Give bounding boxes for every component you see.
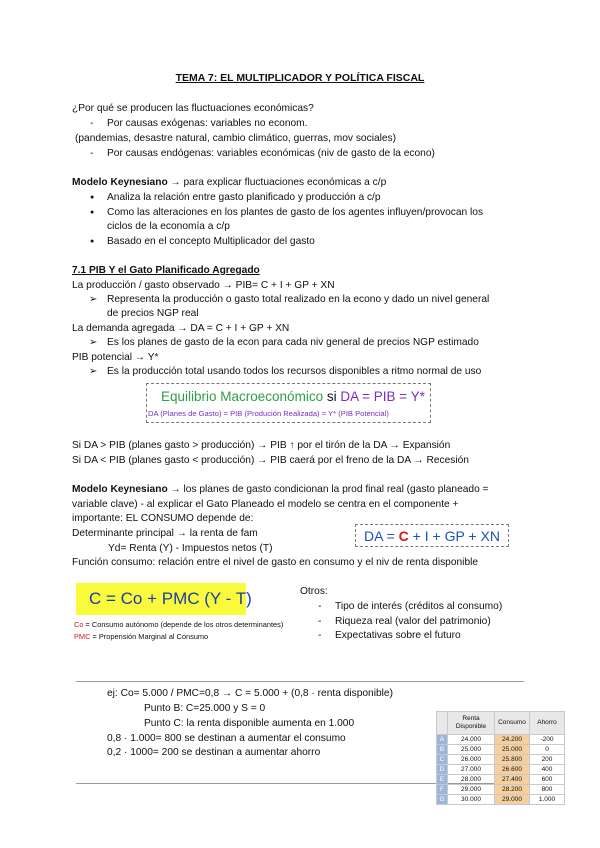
cell-consumo: 28.200	[495, 785, 530, 795]
cell-consumo: 26.600	[495, 765, 530, 775]
list-item-continuation: ciclos de la economía a c/p	[107, 221, 230, 232]
list-item: - Tipo de interés (créditos al consumo)	[335, 601, 502, 613]
list-item: - Riqueza real (valor del patrimonio)	[335, 616, 491, 628]
column-header: Consumo	[495, 712, 530, 735]
table-row	[437, 795, 565, 805]
keynes-heading-bold: Modelo Keynesiano	[72, 177, 168, 188]
pmc-note	[74, 632, 208, 641]
equilibrium-formula	[161, 389, 425, 405]
pib-explanation-cont: de precios NGP real	[107, 308, 199, 319]
cell-consumo: 27.400	[495, 775, 530, 785]
keynes-heading-rest: → para explicar fluctuaciones económicas a c/p	[167, 177, 387, 188]
cell-renta: 26.000	[448, 755, 495, 765]
cell-ahorro: 200	[530, 755, 565, 765]
disposable-income: Yd= Renta (Y) - Impuestos netos (T)	[108, 543, 273, 554]
consumption-table	[436, 711, 565, 805]
table-row	[437, 735, 565, 745]
list-item: ● Analiza la relación entre gasto planificado y producción a c/p	[107, 192, 381, 204]
cell-renta: 29.000	[448, 785, 495, 795]
keynes2-heading: Modelo Keynesiano	[72, 484, 168, 495]
table-row	[437, 765, 565, 775]
cell-renta: 27.000	[448, 765, 495, 775]
equilibrium-si: si	[323, 389, 341, 404]
co-note	[74, 620, 283, 629]
keynes2-text: → los planes de gasto condicionan la prod final real (gasto planeado =	[167, 484, 489, 495]
table-corner	[437, 712, 448, 735]
column-header: Ahorro	[530, 712, 565, 735]
pib-explanation: ➢ Representa la producción o gasto total realizado en la econo y dado un nivel general	[107, 294, 489, 306]
example-consumption: 0,8 · 1.000= 800 se destinan a aumentar el consumo	[107, 733, 346, 744]
pib-line: La producción / gasto observado → PIB= C + I + GP + XN	[72, 280, 335, 291]
table-row	[437, 755, 565, 765]
keynes2-line4: Determinante principal → la renta de fam	[72, 528, 258, 539]
equilibrium-equation: DA = PIB = Y*	[340, 389, 425, 404]
potential-line: PIB potencial → Y*	[72, 352, 159, 363]
da-formula-da: DA =	[364, 528, 399, 544]
list-item: ● Basado en el concepto Multiplicador del gasto	[107, 236, 315, 248]
cell-consumo: 24.200	[495, 735, 530, 745]
page-title: TEMA 7: EL MULTIPLICADOR Y POLÍTICA FISCAL	[175, 72, 425, 84]
co-note-text: = Consumo autónomo (depende de los otros determinantes)	[83, 620, 284, 629]
exogenous-causes: - Por causas exógenas: variables no econom.	[107, 118, 307, 130]
equilibrium-caption: DA (Planes de Gasto) = PIB (Produción Realizada) = Y* (PIB Potencial)	[148, 409, 389, 418]
consumption-formula-highlight	[76, 583, 252, 615]
example-point-c: Punto C: la renta disponible aumenta en 1.000	[144, 718, 355, 729]
cell-consumo: 25.000	[495, 745, 530, 755]
da-formula	[364, 528, 500, 544]
row-label: E	[437, 775, 448, 785]
cell-ahorro: -200	[530, 735, 565, 745]
exogenous-examples: (pandemias, desastre natural, cambio climático, guerras, mov sociales)	[75, 133, 397, 144]
cell-ahorro: 1.000	[530, 795, 565, 805]
equilibrium-label: Equilibrio Macroeconómico	[161, 389, 324, 404]
equilibrium-box	[146, 383, 431, 423]
table-header-row	[437, 712, 565, 735]
pmc-note-key: PMC	[74, 632, 91, 641]
cell-renta: 30.000	[448, 795, 495, 805]
co-note-key: Co	[74, 620, 84, 629]
question: ¿Por qué se producen las fluctuaciones económicas?	[72, 103, 314, 114]
table-row	[437, 745, 565, 755]
endogenous-causes: - Por causas endógenas: variables económicas (niv de gasto de la econo)	[107, 148, 435, 160]
cell-ahorro: 600	[530, 775, 565, 785]
row-label: C	[437, 755, 448, 765]
divider	[76, 681, 524, 682]
list-item: - Expectativas sobre el futuro	[335, 630, 461, 642]
keynes-heading	[72, 177, 386, 189]
row-label: A	[437, 735, 448, 745]
cell-renta: 28.000	[448, 775, 495, 785]
cell-ahorro: 400	[530, 765, 565, 775]
keynes2-line3: importante: EL CONSUMO depende de:	[72, 513, 254, 524]
column-header: Renta Disponible	[448, 712, 495, 735]
table-row	[437, 785, 565, 795]
da-line: La demanda agregada → DA = C + I + GP + XN	[72, 323, 290, 334]
potential-explanation: ➢ Es la producción total usando todos los recursos disponibles a ritmo normal de uso	[107, 366, 481, 378]
cell-consumo: 29.000	[495, 795, 530, 805]
da-explanation: ➢ Es los planes de gasto de la econ para cada niv general de precios NGP estimado	[107, 337, 479, 349]
cell-consumo: 25.800	[495, 755, 530, 765]
row-label: D	[437, 765, 448, 775]
da-formula-c: C	[398, 528, 409, 544]
table-row	[437, 775, 565, 785]
consumption-function-def: Función consumo: relación entre el nivel de gasto en consumo y el niv de renta disponible	[72, 557, 479, 568]
row-label: F	[437, 785, 448, 795]
row-label: B	[437, 745, 448, 755]
cell-ahorro: 800	[530, 785, 565, 795]
list-item: ● Como las alteraciones en los plantes de gasto de los agentes influyen/provocan los	[107, 207, 483, 219]
example-point-b: Punto B: C=25.000 y S = 0	[144, 703, 266, 714]
recession-case: Si DA < PIB (planes gasto < producción) → PIB caerá por el freno de la DA → Recesión	[72, 455, 469, 466]
keynes2-line2: variable clave) - al explicar el Gato Planeado el modelo se centra en el componente +	[72, 499, 459, 510]
cell-renta: 25.000	[448, 745, 495, 755]
da-formula-box	[355, 524, 509, 547]
example-line1: ej: Co= 5.000 / PMC=0,8 → C = 5.000 + (0,8 · renta disponible)	[107, 688, 393, 699]
da-formula-rest: + I + GP + XN	[408, 528, 500, 544]
cell-ahorro: 0	[530, 745, 565, 755]
consumption-formula: C = Co + PMC (Y - T)	[89, 589, 252, 608]
keynes2-line1	[72, 484, 489, 496]
cell-renta: 24.000	[448, 735, 495, 745]
row-label: G	[437, 795, 448, 805]
expansion-case: Si DA > PIB (planes gasto > producción) → PIB ↑ por el tirón de la DA → Expansión	[72, 440, 451, 451]
others-title: Otros:	[300, 586, 328, 597]
example-saving: 0,2 · 1000= 200 se destinan a aumentar ahorro	[107, 747, 321, 758]
section-heading: 7.1 PIB Y el Gato Planificado Agregado	[72, 265, 260, 276]
pmc-note-text: = Propensión Marginal al Consumo	[90, 632, 209, 641]
